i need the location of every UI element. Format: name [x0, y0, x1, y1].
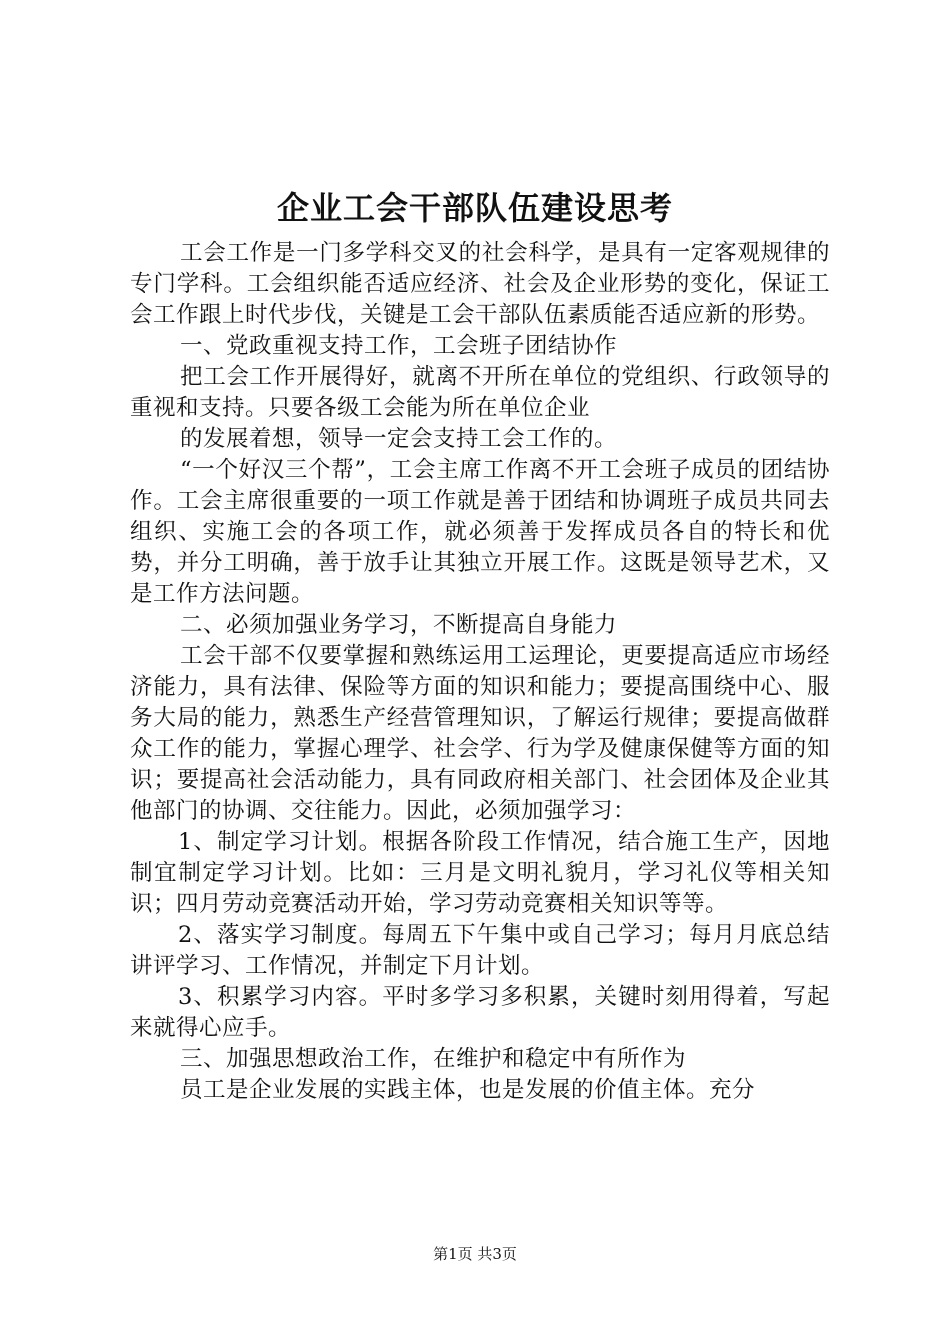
document-body	[130, 238, 830, 1106]
section-heading-2: 二、必须加强业务学习，不断提高自身能力	[180, 612, 618, 638]
list-item-system: 2、落实学习制度。每周五下午集中或自己学习；每月月底总结讲评学习、工作情况，并制定下月计划。	[130, 922, 830, 979]
list-item-accumulate: 3、积累学习内容。平时多学习多积累，关键时刻用得着，写起来就得心应手。	[130, 984, 830, 1041]
page-number-footer: 第1页 共3页	[433, 1245, 517, 1263]
paragraph-learning: 工会干部不仅要掌握和熟练运用工运理论，更要提高适应市场经济能力，具有法律、保险等方面的知识和能力；要提高围绕中心、服务大局的能力，熟悉生产经营管理知识，了解运行规律；要提高做群众工作的能力，掌握心理学、社会学、行为学及健康保健等方面的知识；要提高社会活动能力，具有同政府相关部门、社会团体及企业其他部门的协调、交往能力。因此，必须加强学习：	[130, 643, 830, 824]
paragraph-employees: 员工是企业发展的实践主体，也是发展的价值主体。充分	[180, 1077, 756, 1103]
document-title: 企业工会干部队伍建设思考	[276, 189, 673, 227]
paragraph-support-cont: 的发展着想，领导一定会支持工会工作的。	[180, 426, 618, 452]
section-heading-3: 三、加强思想政治工作，在维护和稳定中有所作为	[180, 1046, 687, 1072]
paragraph-intro: 工会工作是一门多学科交叉的社会科学，是具有一定客观规律的专门学科。工会组织能否适应经济、社会及企业形势的变化，保证工会工作跟上时代步伐，关键是工会干部队伍素质能否适应新的形势。	[130, 240, 830, 328]
paragraph-teamwork: “一个好汉三个帮”，工会主席工作离不开工会班子成员的团结协作。工会主席很重要的一项工作就是善于团结和协调班子成员共同去组织、实施工会的各项工作，就必须善于发挥成员各自的特长和优势，并分工明确，善于放手让其独立开展工作。这既是领导艺术，又是工作方法问题。	[130, 457, 830, 607]
section-heading-1: 一、党政重视支持工作，工会班子团结协作	[180, 333, 618, 359]
list-item-plan: 1、制定学习计划。根据各阶段工作情况，结合施工生产，因地制宜制定学习计划。比如：三月是文明礼貌月，学习礼仪等相关知识；四月劳动竞赛活动开始，学习劳动竞赛相关知识等等。	[130, 829, 830, 917]
paragraph-support: 把工会工作开展得好，就离不开所在单位的党组织、行政领导的重视和支持。只要各级工会能为所在单位企业	[130, 364, 830, 421]
